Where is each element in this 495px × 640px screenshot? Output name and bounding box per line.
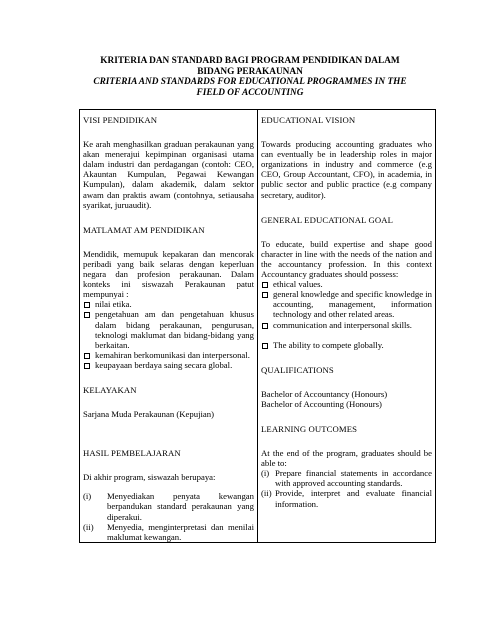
section-title-qualifications: QUALIFICATIONS [261,364,334,375]
matlamat-bullet-list [83,299,254,370]
list-item [83,522,254,542]
checkbox-bullet-icon [262,292,268,298]
title-malay-line2: BIDANG PERAKAUNAN [197,66,303,77]
qualification-line-1: Bachelor of Accountancy (Honours) [261,388,388,399]
section-title-hasil: HASIL PEMBELAJARAN [83,448,181,459]
list-item: ethical values. [261,279,432,289]
criteria-table [79,109,436,543]
list-item [83,491,254,521]
section-title-visi: VISI PENDIDIKAN [83,115,158,125]
outcome-text: Menyedia, menginterpretasi dan menilai maklumat kewangan. [107,521,254,542]
list-item: keupayaan berdaya saing secara global. [83,360,254,370]
checkbox-bullet-icon [262,343,268,349]
qualification-line-2: Bachelor of Accounting (Honours) [261,398,382,409]
list-item [261,488,432,508]
vision-text: Towards producing accounting graduates who can eventually be in leadership roles in major organizations in industry and commerce (e.g CEO, Group Accountant, CFO), in academia, in public sector and public practice (e.g company secretary, auditor). [261,139,432,200]
title-english-line2: FIELD OF ACCOUNTING [196,87,304,98]
list-item: nilai etika. [83,299,254,309]
malay-column [80,110,258,543]
list-item [261,468,432,488]
list-item: The ability to compete globally. [261,340,432,350]
outcome-number: (ii) [83,521,94,532]
checkbox-bullet-icon [262,323,268,329]
goal-bullet-list [261,279,432,350]
outcome-text: Menyediakan penyata kewangan berpandukan standard perakaunan yang diperakui. [107,491,254,522]
section-title-kelayakan: KELAYAKAN [83,384,137,395]
title-malay-line1: KRITERIA DAN STANDARD BAGI PROGRAM PENDIDIKAN DALAM [100,56,400,66]
list-item: communication and interpersonal skills. [261,320,432,330]
section-title-outcomes: LEARNING OUTCOMES [261,423,358,434]
title-english-line1: CRITERIA AND STANDARDS FOR EDUCATIONAL PROGRAMMES IN THE [93,77,407,88]
section-title-matlamat: MATLAMAT AM PENDIDIKAN [83,224,205,235]
outcome-text: Provide, interpret and evaluate financial information. [275,488,432,509]
checkbox-bullet-icon [84,353,90,359]
outcome-number: (ii) [261,488,272,499]
visi-text: Ke arah menghasilkan graduan perakaunan yang akan menerajui kepimpinan organisasi utama dalam industri dan perdagangan (contoh: CEO, Akauntan Kumpulan, Pegawai Kewangan Kumpulan), dalam akademik, dalam sektor awam dan praktis awam (contohnya, setiausaha syarikat, juruaudit). [83,139,254,210]
section-title-goal: GENERAL EDUCATIONAL GOAL [261,214,394,225]
list-item: pengetahuan am dan pengetahuan khusus dalam bidang perakaunan, pengurusan, teknologi maklumat dan bidang-bidang yang berkaitan. [83,309,254,349]
outcome-number: (i) [261,468,270,479]
list-item: kemahiran berkomunikasi dan interpersonal. [83,350,254,360]
english-column [258,110,436,543]
checkbox-bullet-icon [262,282,268,288]
checkbox-bullet-icon [84,312,90,318]
outcomes-intro: At the end of the program, graduates should be able to: [261,448,432,469]
checkbox-bullet-icon [84,363,90,369]
hasil-intro: Di akhir program, siswazah berupaya: [83,472,216,483]
checkbox-bullet-icon [84,302,90,308]
goal-text: To educate, build expertise and shape good character in line with the needs of the nation and the accountancy profession. In this context Accountancy graduates should possess: [261,238,432,280]
list-item: general knowledge and specific knowledge in accounting, management, information technology and other related areas. [261,289,432,319]
kelayakan-text: Sarjana Muda Perakaunan (Kepujian) [83,409,214,420]
document-header [70,56,430,98]
outcome-number: (i) [83,491,92,502]
outcome-text: Prepare financial statements in accordance with approved accounting standards. [275,468,432,489]
matlamat-text: Mendidik, memupuk kepakaran dan mencorak peribadi yang baik selaras dengan keperluan negara dan profesion perakaunan. Dalam konteks ini siswazah Perakaunan patut mempunyai : [83,248,254,300]
table-row [80,110,436,543]
section-title-vision: EDUCATIONAL VISION [261,115,356,125]
